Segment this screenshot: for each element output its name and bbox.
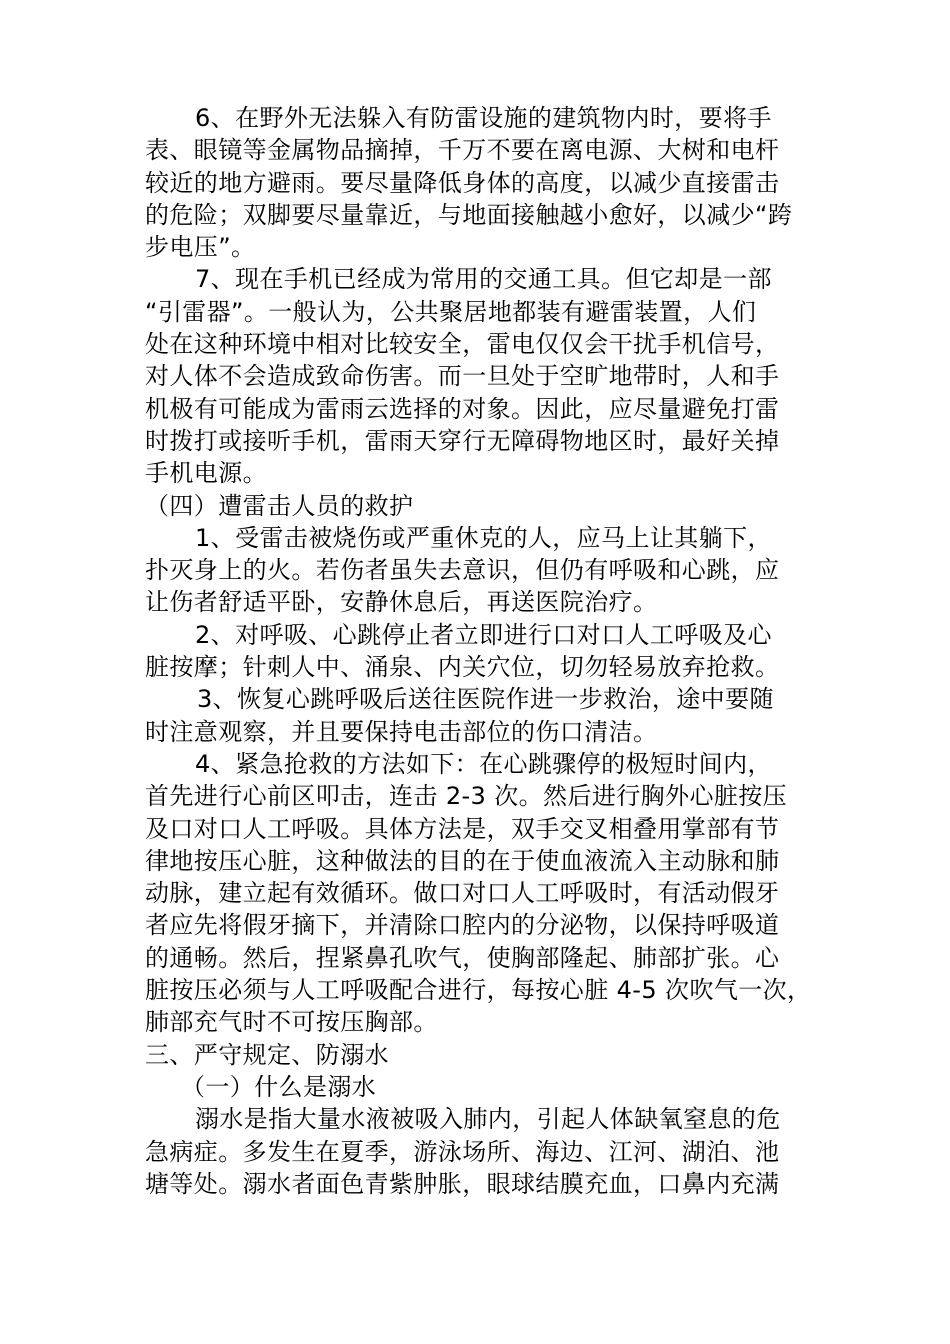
paragraph-line: 3、恢复心跳呼吸后送往医院作进一步救治，途中要随: [197, 685, 774, 714]
paragraph-line: 4、紧急抢救的方法如下：在心跳骤停的极短时间内，: [195, 749, 772, 778]
paragraph-line: 者应先将假牙摘下，并清除口腔内的分泌物，以保持呼吸道: [145, 911, 780, 940]
paragraph-line: 让伤者舒适平卧，安静休息后，再送医院治疗。: [145, 588, 658, 617]
paragraph-line: 时拨打或接听手机，雷雨天穿行无障碍物地区时，最好关掉: [145, 426, 780, 455]
paragraph-line: 步电压”。: [145, 233, 256, 262]
paragraph-line: 首先进行心前区叩击，连击 2-3 次。然后进行胸外心脏按压: [145, 782, 788, 811]
paragraph-line: 急病症。多发生在夏季，游泳场所、海边、江河、湖泊、池: [145, 1137, 780, 1166]
paragraph-line: 肺部充气时不可按压胸部。: [145, 1008, 438, 1037]
paragraph-line: 6、在野外无法躲入有防雷设施的建筑物内时，要将手: [195, 104, 772, 132]
section-heading: （一）什么是溺水: [181, 1072, 377, 1101]
paragraph-line: 及口对口人工呼吸。具体方法是，双手交叉相叠用掌部有节: [145, 814, 780, 843]
paragraph-line: “引雷器”。一般认为，公共聚居地都装有避雷装置，人们: [145, 297, 757, 326]
paragraph-line: 溺水是指大量水液被吸入肺内，引起人体缺氧窒息的危: [195, 1105, 781, 1134]
paragraph-line: 处在这种环境中相对比较安全，雷电仅仅会干扰手机信号，: [145, 330, 780, 359]
paragraph-line: 的通畅。然后，捏紧鼻孔吹气，使胸部隆起、肺部扩张。心: [145, 943, 780, 972]
paragraph-line: 的危险；双脚要尽量靠近，与地面接触越小愈好，以减少“跨: [145, 200, 793, 229]
paragraph-line: 律地按压心脏，这种做法的目的在于使血液流入主动脉和肺: [145, 846, 780, 875]
paragraph-line: 动脉，建立起有效循环。做口对口人工呼吸时，有活动假牙: [145, 879, 780, 908]
chapter-heading: 三、严守规定、防溺水: [145, 1040, 389, 1069]
paragraph-line: 表、眼镜等金属物品摘掉，千万不要在离电源、大树和电杆: [145, 136, 780, 165]
paragraph-line: 塘等处。溺水者面色青紫肿胀，眼球结膜充血，口鼻内充满: [145, 1169, 780, 1198]
section-heading: （四）遭雷击人员的救护: [145, 491, 414, 520]
paragraph-line: 手机电源。: [145, 459, 267, 488]
paragraph-line: 1、受雷击被烧伤或严重休克的人，应马上让其躺下，: [195, 523, 772, 552]
paragraph-line: 脏按压必须与人工呼吸配合进行，每按心脏 4-5 次吹气一次，: [145, 976, 812, 1005]
paragraph-line: 对人体不会造成致命伤害。而一旦处于空旷地带时，人和手: [145, 362, 780, 391]
paragraph-line: 机极有可能成为雷雨云选择的对象。因此，应尽量避免打雷: [145, 394, 780, 423]
paragraph-line: 时注意观察，并且要保持电击部位的伤口清洁。: [145, 717, 658, 746]
document-body: [145, 102, 817, 1200]
paragraph-line: 2、对呼吸、心跳停止者立即进行口对口人工呼吸及心: [195, 620, 772, 649]
paragraph-line: 较近的地方避雨。要尽量降低身体的高度，以减少直接雷击: [145, 168, 780, 197]
paragraph-line: 扑灭身上的火。若伤者虽失去意识，但仍有呼吸和心跳，应: [145, 556, 780, 585]
paragraph-line: 7、现在手机已经成为常用的交通工具。但它却是一部: [195, 265, 772, 294]
paragraph-line: 脏按摩；针刺人中、涌泉、内关穴位，切勿轻易放弃抢救。: [145, 653, 780, 682]
